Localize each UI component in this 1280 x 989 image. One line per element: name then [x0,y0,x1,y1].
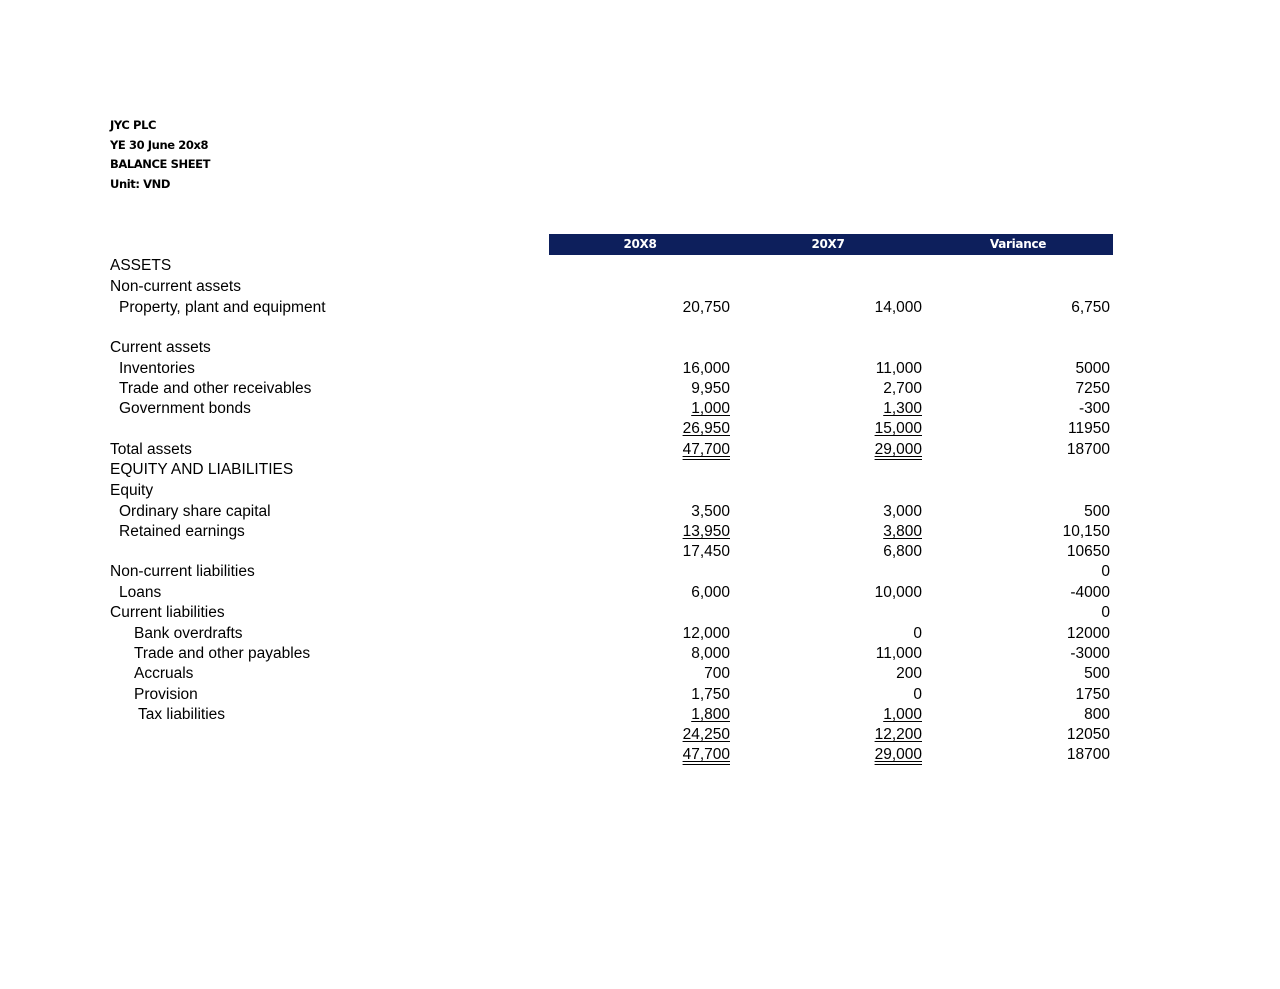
table-row[interactable] [0,359,1280,379]
value-20x8[interactable]: 700 [704,665,730,682]
value-20x8[interactable]: 26,950 [682,420,730,437]
value-20x8[interactable]: 16,000 [682,360,730,377]
value-20x8[interactable]: 20,750 [682,299,730,316]
row-label: Non-current liabilities [110,563,255,580]
row-label: Loans [119,584,162,601]
row-label: Ordinary share capital [119,503,271,520]
table-row[interactable] [0,277,1280,297]
value-variance[interactable]: -300 [1078,400,1110,417]
value-20x8[interactable]: 9,950 [691,380,730,397]
table-row[interactable] [0,644,1280,664]
row-label: Bank overdrafts [134,625,243,642]
statement-title: BALANCE SHEET [110,157,211,171]
value-variance[interactable]: 11950 [1068,420,1110,437]
value-20x7[interactable]: 3,800 [883,523,922,540]
row-label: Inventories [119,360,195,377]
value-20x7[interactable]: 1,000 [883,706,922,723]
table-row[interactable] [0,502,1280,522]
value-variance[interactable]: 18700 [1066,441,1110,458]
value-variance[interactable]: 500 [1084,665,1110,682]
value-20x7[interactable]: 0 [913,625,922,642]
value-20x7[interactable]: 15,000 [874,420,922,437]
value-20x7[interactable]: 12,200 [874,726,922,743]
value-20x7[interactable]: 3,000 [883,503,922,520]
row-label: Non-current assets [110,278,241,295]
value-20x7[interactable]: 200 [896,665,922,682]
value-20x7[interactable]: 2,700 [883,380,922,397]
table-row[interactable] [0,298,1280,318]
value-variance[interactable]: -4000 [1070,584,1110,601]
row-label: Current assets [110,339,211,356]
table-row[interactable] [0,705,1280,725]
row-label: EQUITY AND LIABILITIES [110,461,294,478]
value-20x8[interactable]: 13,950 [682,523,730,540]
company-name: JYC PLC [110,118,157,132]
subtotal-row[interactable] [0,542,1280,562]
column-header-bar [549,234,1113,255]
row-label: Trade and other payables [134,645,311,662]
row-label: Property, plant and equipment [119,299,326,316]
table-row[interactable] [0,460,1280,480]
value-variance[interactable]: 500 [1084,503,1110,520]
total-row[interactable] [0,745,1280,765]
value-variance[interactable]: 12000 [1066,625,1110,642]
value-variance[interactable]: 12050 [1066,726,1110,743]
column-header-20x7[interactable]: 20X7 [811,237,845,251]
table-row[interactable] [0,522,1280,542]
value-20x8[interactable]: 1,800 [691,706,730,723]
value-20x8[interactable]: 12,000 [682,625,730,642]
value-variance[interactable]: -3000 [1070,645,1110,662]
value-variance[interactable]: 10650 [1066,543,1110,560]
table-row[interactable] [0,624,1280,644]
value-variance[interactable]: 1750 [1075,686,1110,703]
table-row[interactable] [0,583,1280,603]
table-row[interactable] [0,685,1280,705]
value-variance[interactable]: 5000 [1075,360,1110,377]
value-20x7[interactable]: 0 [913,686,922,703]
value-variance[interactable]: 18700 [1066,746,1110,763]
unit-label: Unit: VND [110,176,171,191]
value-variance[interactable]: 6,750 [1071,299,1110,316]
table-row[interactable] [0,664,1280,684]
total-row[interactable] [0,440,1280,460]
row-label: Retained earnings [119,523,245,540]
table-row[interactable] [0,562,1280,582]
value-variance[interactable]: 0 [1101,563,1110,580]
row-label: Equity [110,482,154,499]
column-header-variance[interactable]: Variance [989,237,1047,251]
subtotal-row[interactable] [0,419,1280,439]
value-20x7[interactable]: 10,000 [874,584,922,601]
value-20x8[interactable]: 1,000 [691,400,730,417]
table-row[interactable] [0,481,1280,501]
table-row[interactable] [0,256,1280,276]
period-label: YE 30 June 20x8 [110,137,209,152]
value-20x8[interactable]: 47,700 [682,441,730,458]
row-label: Government bonds [119,400,251,417]
table-row[interactable] [0,603,1280,623]
column-header-20x8[interactable]: 20X8 [623,237,657,251]
value-20x7[interactable]: 11,000 [875,645,922,662]
table-row[interactable] [0,379,1280,399]
value-20x8[interactable]: 1,750 [691,686,730,703]
row-label: ASSETS [110,257,172,274]
value-20x7[interactable]: 29,000 [874,441,922,458]
value-variance[interactable]: 0 [1101,604,1110,621]
value-20x8[interactable]: 6,000 [691,584,730,601]
value-variance[interactable]: 800 [1084,706,1110,723]
value-20x8[interactable]: 3,500 [691,503,730,520]
subtotal-row[interactable] [0,725,1280,745]
row-label: Current liabilities [110,604,225,621]
row-label: Tax liabilities [138,706,226,723]
row-label: Total assets [110,441,192,458]
value-variance[interactable]: 10,150 [1062,523,1110,540]
row-label: Trade and other receivables [119,380,312,397]
value-20x8[interactable]: 24,250 [682,726,730,743]
value-20x7[interactable]: 14,000 [874,299,922,316]
value-20x8[interactable]: 8,000 [691,645,730,662]
statement-header [110,116,210,194]
row-label: Accruals [134,665,194,682]
value-variance[interactable]: 7250 [1075,380,1110,397]
value-20x7[interactable]: 6,800 [883,543,922,560]
row-label: Provision [134,686,198,703]
table-row[interactable] [0,399,1280,419]
value-20x7[interactable]: 1,300 [883,400,922,417]
value-20x8[interactable]: 47,700 [682,746,730,763]
value-20x8[interactable]: 17,450 [682,543,730,560]
table-row[interactable] [0,338,1280,358]
value-20x7[interactable]: 11,000 [875,360,922,377]
value-20x7[interactable]: 29,000 [874,746,922,763]
